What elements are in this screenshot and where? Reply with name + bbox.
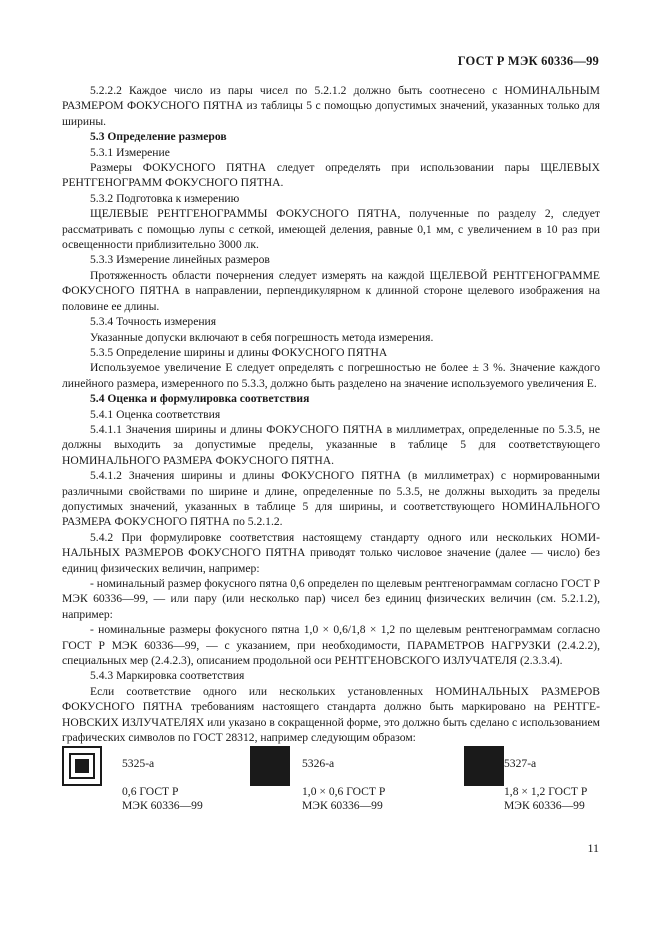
symbol-caption-line-1: 0,6 ГОСТ Р xyxy=(122,785,179,798)
framed-square-symbol-icon xyxy=(62,746,102,786)
paragraph-5-4-1-2: 5.4.1.2 Значения ширины и длины ФОКУСНОГО ПЯТНА (в миллиметрах) с нормированными различными свойствами по ширине и длине, определенные по 5.3.5, не должны выходить за пределы допустимых значений, указанных в таблице 5 для ширины, и соответствующего НОМИНАЛЬНОГО РАЗМЕРА ФОКУСНОГО ПЯТНА по 5.2.1.2. xyxy=(62,469,600,529)
subsection-heading-5-3-4: 5.3.4 Точность измерения xyxy=(90,315,217,329)
paragraph-5-3-5: Используемое увеличение Е следует определять с погрешностью не более ± 3 %. Значение каждого линейного размера, измеренного по 5.3.3, должно быть разделено на значение используемого увеличения Е. xyxy=(62,361,600,390)
symbol-caption-line-1: 1,8 × 1,2 ГОСТ Р xyxy=(504,785,588,798)
symbol-caption-line-2: МЭК 60336—99 xyxy=(122,799,203,812)
subsection-heading-5-4-3: 5.4.3 Маркировка соответствия xyxy=(90,669,245,683)
section-heading-5-3: 5.3 Определение размеров xyxy=(90,130,227,144)
symbol-caption-line-2: МЭК 60336—99 xyxy=(504,799,585,812)
filled-square-symbol-icon xyxy=(464,746,504,786)
marking-symbols xyxy=(62,746,602,816)
paragraph-5-4-1-1: 5.4.1.1 Значения ширины и длины ФОКУСНОГО ПЯТНА в миллиметрах, определенные по 5.3.5, не должны выходить за допустимые пределы, указанные в таблице 5 для соответствующего НОМИНАЛЬНОГО РАЗМЕРА ФОКУСНОГО ПЯТНА. xyxy=(62,422,600,467)
document-body xyxy=(62,83,600,745)
symbol-code: 5325-а xyxy=(122,757,155,770)
paragraph-5-3-4: Указанные допуски включают в себя погрешность метода измерения. xyxy=(90,330,434,344)
paragraph-5-2-2-2: 5.2.2.2 Каждое число из пары чисел по 5.2.1.2 должно быть соотнесено с НОМИНАЛЬНЫМ РАЗМЕРОМ ФОКУСНОГО ПЯТНА из таблицы 5 с помощью допустимых значений, указанных только для ширины. xyxy=(62,84,600,128)
subsection-heading-5-3-5: 5.3.5 Определение ширины и длины ФОКУСНОГО ПЯТНА xyxy=(90,345,388,359)
symbol-code: 5326-а xyxy=(302,757,335,770)
symbol-caption-line-1: 1,0 × 0,6 ГОСТ Р xyxy=(302,785,386,798)
subsection-heading-5-3-2: 5.3.2 Подготовка к измерению xyxy=(90,191,240,205)
page-number: 11 xyxy=(587,841,599,855)
page-header: ГОСТ Р МЭК 60336—99 xyxy=(457,54,599,68)
paragraph-5-3-2: ЩЕЛЕВЫЕ РЕНТГЕНОГРАММЫ ФОКУСНОГО ПЯТНА, полученные по разделу 2, следует рассматривать с помощью лупы с сеткой, имеющей деления, равные 0,1 мм, с увеличением в 10 раз при освещенности приблизительно 3000 лк. xyxy=(62,207,600,252)
symbol-caption-line-2: МЭК 60336—99 xyxy=(302,799,383,812)
paragraph-5-4-2: 5.4.2 При формулировке соответствия настоящему стандарту одного или нескольких НОМИНАЛЬНЫХ РАЗМЕРОВ ФОКУСНОГО ПЯТНА приводят только числовое значение (далее — число) без единиц физических величин, например: xyxy=(62,530,600,575)
subsection-heading-5-4-1: 5.4.1 Оценка соответствия xyxy=(90,407,221,421)
section-heading-5-4: 5.4 Оценка и формулировка соответствия xyxy=(90,392,310,406)
list-item-dash-2: - номинальные размеры фокусного пятна 1,0 × 0,6/1,8 × 1,2 по щелевым рентгенограммам согласно ГОСТ Р МЭК 60336—99, — с указанием, при необходимости, ПАРАМЕТРОВ НАГРУЗКИ (2.4.2.2), специальных мер (2.4.2.3), описанием продольной оси РЕНТГЕНОВСКОГО ИЗЛУЧАТЕЛЯ (2.3.3.4). xyxy=(62,623,600,668)
subsection-heading-5-3-3: 5.3.3 Измерение линейных размеров xyxy=(90,253,270,267)
subsection-heading-5-3-1: 5.3.1 Измерение xyxy=(90,145,170,159)
paragraph-5-3-3: Протяженность области почернения следует измерять на каждой ЩЕЛЕВОЙ РЕНТГЕНОГРАММЕ ФОКУСНОГО ПЯТНА в направлении, перпендикулярном к длинной стороне щелевого изображения на половине ее длины. xyxy=(62,268,600,313)
symbol-code: 5327-а xyxy=(504,757,537,770)
paragraph-5-3-1: Размеры ФОКУСНОГО ПЯТНА следует определять при использовании пары ЩЕЛЕВЫХ РЕНТГЕНОГРАММ ФОКУСНОГО ПЯТНА. xyxy=(62,161,600,190)
list-item-dash-1: - номинальный размер фокусного пятна 0,6 определен по щелевым рентгенограммам согласно ГОСТ Р МЭК 60336—99, — или пару (или несколько пар) чисел без единиц физических величин (см. 5.2.1.2), например: xyxy=(62,577,600,621)
filled-square-symbol-icon xyxy=(250,746,290,786)
paragraph-5-4-3: Если соответствие одного или нескольких установленных НОМИНАЛЬНЫХ РАЗМЕРОВ ФОКУСНОГО ПЯТНА требованиям настоящего стандарта должно быть маркировано на РЕНТГЕНОВСКИХ ИЗЛУЧАТЕЛЯХ или указано в сокращенной форме, это должно быть сделано с использованием графических символов по ГОСТ 28312, например следующим образом: xyxy=(62,684,600,745)
